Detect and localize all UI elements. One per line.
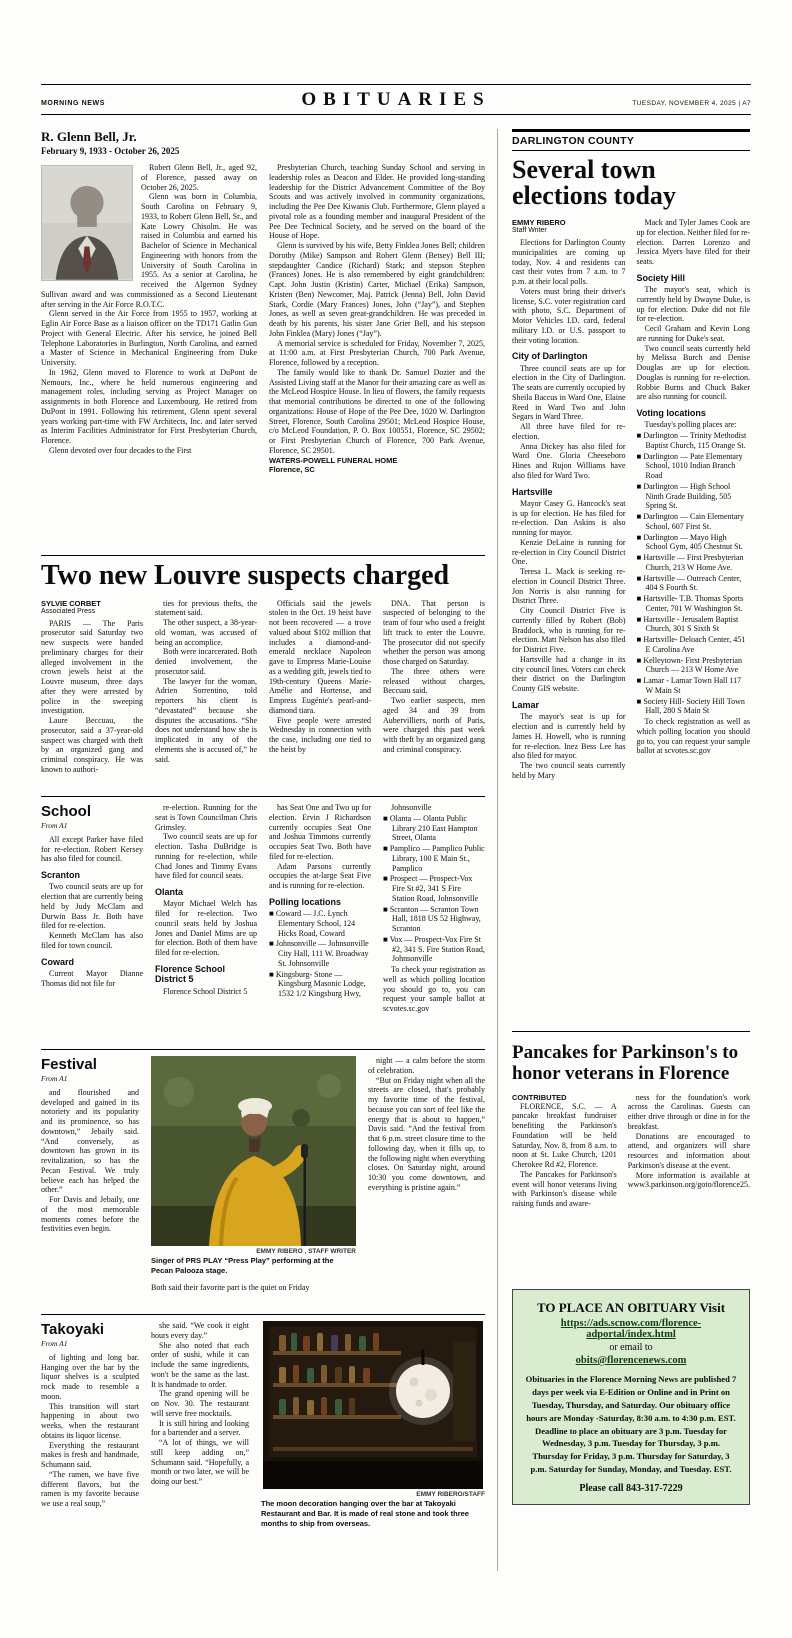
bullet: ■ Darlington — Cain Elementary School, 607 First St.: [636, 512, 744, 531]
bullet: ■ Darlington — High School Ninth Grade Building, 505 Spring St.: [636, 481, 732, 511]
para: The two council seats currently held by Mary: [512, 761, 626, 780]
subhead: Olanta: [155, 887, 184, 897]
para: Robert Glenn Bell, Jr., aged 92, of Florence, passed away on October 26, 2025.: [141, 163, 257, 192]
para: This transition will start happening in about two weeks, when the restaurant obtains its liquor license.: [41, 1401, 139, 1440]
para: Two council seats are up for election that are currently being held by Judy McClam and Durwin Bass Jr. Both have filed for re-election.: [41, 882, 143, 931]
takoyaki-photo-caption: The moon decoration hanging over the bar at Takoyaki Restaurant and Bar. It is made of real stone and took three months to ship from overseas.: [261, 1499, 469, 1528]
section-divider: [41, 555, 485, 556]
para: Mayor Michael Welch has filed for re-election. Two council seats held by Joshua Jones and Daniel Mims are up for election. Both of them have filed for re-election.: [155, 899, 257, 958]
subhead: Voting locations: [636, 408, 706, 419]
boldline: Florence, SC: [269, 464, 315, 474]
pancakes-headline: Pancakes for Parkinson's to honor veterans in Florence: [512, 1042, 739, 1085]
elections-columns: [512, 218, 750, 781]
para: Elections for Darlington County municipalities are coming up today, Nov. 4 and residents can cast their votes from 7 a.m. to 7 p.m. at their local polls.: [512, 238, 626, 286]
obituary-column-1: [41, 163, 257, 474]
pancakes-columns: [512, 1093, 750, 1209]
para: Mack and Tyler James Cook are up for election. Neither filed for re-election. Darren Lorenzo and Jessica Myers have filed for their seats.: [636, 218, 750, 266]
louvre-column-2: [155, 599, 257, 775]
para: of lighting and long bar. Hanging over the bar by the liquor shelves is a sculpted rock made to resemble a moon.: [41, 1352, 139, 1401]
bullet: ■ Scranton — Scranton Town Hall, 1818 US 52 Highway, Scranton: [383, 904, 481, 933]
para: Current Mayor Dianne Thomas did not file for: [41, 968, 143, 988]
pancakes-article: [512, 1031, 750, 1279]
para: she said. “We cook it eight hours every day.”: [151, 1321, 249, 1340]
louvre-headline: Two new Louvre suspects charged: [41, 560, 450, 591]
para: Mayor Casey G. Hancock's seat is up for election. He has filed for re-election. Dan Askins is also running for mayor.: [512, 498, 626, 538]
bullet: ■ Coward — J.C. Lynch Elementary School, 124 Hicks Road, Coward: [269, 909, 356, 938]
para: Donations are encouraged to attend, and organizers will share resources and information about Parkinson's disease at the event.: [627, 1131, 750, 1170]
para: The grand opening will be on Nov. 30. The restaurant will serve free mocktails.: [151, 1389, 249, 1418]
para: More information is available at www3.parkinson.org/goto/florence25.: [627, 1170, 750, 1190]
bullet: ■ Hartsville - Jerusalem Baptist Church, 301 S Sixth St: [636, 614, 739, 634]
louvre-column-3: [269, 599, 371, 775]
para: All three have filed for re-election.: [512, 422, 626, 441]
festival-column-left: [41, 1056, 139, 1292]
bullet: ■ Hartsville — First Presbyterian Church, 213 W Home Ave.: [636, 553, 744, 572]
jump-column-3: [269, 803, 371, 1014]
para: Cecil Graham and Kevin Long are running for Duke's seat.: [636, 324, 750, 343]
bullet: ■ Hartsville- Deloach Center, 451 E Carolina Ave: [636, 635, 746, 654]
section-divider: [41, 1314, 485, 1315]
para: Tuesday's polling places are:: [644, 420, 737, 430]
para: The mayor's seat, which is currently held by Dwayne Duke, is up for election. Duke did not file for re-election.: [636, 285, 750, 324]
para: Two earlier suspects, men aged 34 and 39 from Aubervilliers, north of Paris, were charged this past week with theft by an organized gang and criminal conspiracy.: [383, 696, 485, 754]
louvre-columns: [41, 599, 485, 775]
jumphead: School: [41, 803, 92, 820]
subhead: Lamar: [512, 699, 540, 710]
bullet: ■ Kingsburg- Stone — Kingsburg Masonic Lodge, 1532 1/2 Kingsburg Hwy,: [269, 969, 366, 999]
paper-name: MORNING NEWS: [41, 100, 105, 107]
roleline: Staff Writer: [512, 227, 547, 234]
para: Florence School District 5: [163, 986, 248, 996]
para: Both were incarcerated. Both denied involvement, the prosecutor said.: [155, 647, 257, 676]
para: night — a calm before the storm of celebration.: [368, 1056, 485, 1075]
elections-jump-section: [41, 803, 485, 1043]
para: and flourished and developed and gained in its notoriety and its popularity and its prominence, so has downtown,” Jebaily said. “And conversely, as downtown has grown in its revitalization, so has the Pecan Festival. We truly believe each has helped the other.”: [41, 1087, 139, 1195]
para: Kenzie DeLaine is running for re-election in City Council District One.: [512, 537, 626, 567]
para: Adam Parsons currently occupies the at-large Seat Five and is running for re-election.: [269, 861, 371, 890]
para: A memorial service is scheduled for Friday, November 7, 2025, at 11:00 a.m. at First Presbyterian Church, 700 Park Avenue, Florence, followed by a reception.: [269, 338, 485, 367]
para: PARIS — The Paris prosecutor said Saturday two new suspects were handed preliminary charges for their alleged involvement in the crown jewels heist at the Louvre museum, three days after they were arrested by police in the sweeping investigation.: [41, 618, 143, 716]
para: ness for the foundation's work across the Carolinas. Guests can either drive through or dine in for the breakfast.: [627, 1092, 750, 1131]
para: Glenn is survived by his wife, Betty Finklea Jones Bell; children Dorothy (Mike) Sampson and Robert Glenn (Betsey) Bell III; stepdaughter Candice (Richard) Stark; and stepson Stephen (Frances) Jones. He is also remembered by eight grandchildren: Capt. John Justin (Kristin) Carter, Michael (Erika) Sampson, Kristen (Ben) Newcomer, Maj. Patrick (Jenna) Bell, John David Stark, Cordie (Mary Frances) Jones, John (“Jay”), and Stephen Jones, as well as seven great-grandchildren. He was preceded in death by his parents, his sister Jane Grier Bell, and his stepson John Finklea (Mary) Jones (“Jay”).: [269, 241, 485, 338]
pancakes-column-2: [628, 1093, 750, 1209]
boldline: SYLVIE CORBET: [41, 598, 101, 608]
festival-article: [41, 1056, 485, 1308]
subhead: City of Darlington: [512, 351, 588, 362]
para: Hartsville had a change in its city council lines. Voters can check their district on the Darlington County GIS website.: [512, 654, 626, 694]
right-region: [497, 129, 750, 1571]
festival-singer-photo: [151, 1056, 356, 1246]
para: It is still hiring and looking for a bartender and a server.: [151, 1418, 249, 1438]
para: Three council seats are up for election in the City of Darlington. The seats are currently occupied by Sheila Baccus in Ward One, Elaine Reed in Ward Two and John Segars in Ward Three.: [512, 363, 626, 422]
festival-grid: [41, 1056, 485, 1292]
festival-figure: [151, 1056, 356, 1292]
obituary-article: [41, 129, 485, 549]
bullet: ■ Hartsville — Outreach Center, 404 S Fourth St.: [636, 573, 742, 593]
masthead: [41, 84, 751, 115]
subhead: Scranton: [41, 870, 81, 880]
obit-box-phone: Please call 843-317-7229: [579, 1483, 683, 1495]
para: Teresa L. Mack is seeking re-election in Council District Three. Jon Norris is also running for District Three.: [512, 567, 626, 606]
para: The mayor's seat is up for election and is currently held by James H. Howell, who is running for re-election. Inez Bess Lee has also filed for mayor.: [512, 712, 626, 761]
bullet: ■ Darlington — Trinity Methodist Baptist Church, 115 Orange St.: [636, 431, 747, 450]
section-title: OBITUARIES: [301, 89, 491, 110]
takoyaki-photo-credit: EMMY RIBERO/STAFF: [416, 1491, 485, 1498]
bullet: ■ Pamplico — Pamplico Public Library, 100 E Main St., Pamplico: [383, 844, 485, 873]
takoyaki-grid: [41, 1321, 485, 1528]
bullet: ■ Prospect — Prospect-Vox Fire St #2, 341 S Fire Station Road, Johnsonville: [383, 874, 478, 903]
bullet: ■ Lamar - Lamar Town Hall 117 W Main St: [636, 676, 742, 695]
boldline: WATERS-POWELL FUNERAL HOME: [269, 455, 398, 465]
obituary-portrait-photo: [41, 165, 133, 281]
para: Anna Dickey has also filed for Ward One. Gloria Cheeseboro Hines and Rujon Williams have also filed for Ward Two.: [512, 441, 626, 480]
obituary-text-col2: [269, 163, 485, 474]
takoyaki-figure: [261, 1321, 485, 1528]
fromline: From A1: [41, 1338, 68, 1348]
obituary-columns: [41, 163, 485, 474]
jump-column-1: [41, 803, 143, 1014]
bullet: ■ Kelleytown- First Presbyterian Church — 213 W Home Ave: [636, 655, 742, 675]
para: Everything the restaurant makes is fresh and handmade, Schumann said.: [41, 1440, 139, 1469]
pancakes-column-1: [512, 1093, 617, 1209]
subhead: Society Hill: [636, 272, 686, 283]
para: For Davis and Jebaily, one of the most memorable moments comes before the festivities even begin.: [41, 1195, 139, 1234]
elections-column-1: [512, 218, 626, 781]
para: Two council seats are up for election. Tasha DuBridge is running for re-election, while Chad Jones and Timmy Evans have filed for council seats.: [155, 832, 257, 881]
para: She also noted that each order of sushi, while it can include the same ingredients, won't be the same as the last. It is handmade to order.: [151, 1340, 249, 1389]
bullet: ■ Darlington — Mayo High School Gym, 405 Chestnut St.: [636, 532, 743, 552]
para: In 1962, Glenn moved to Florence to work at DuPont de Nemours, Inc., where he held numerous engineering and management roles, including serving as Project Manager on assignments in both Florence and Luxembourg. He retired from DuPont in 1991. Following his retirement, Glenn spent several years working part-time with FW Architects, Inc. and later served as Interim Facilities Administrator for First Presbyterian Church, Florence.: [41, 367, 257, 445]
subhead: Florence School District 5: [155, 963, 226, 985]
jump-column-2: [155, 803, 257, 1014]
para: Five people were arrested Wednesday in connection with the case, including one tied to the heist by: [269, 715, 371, 754]
boldline: CONTRIBUTED: [512, 1092, 567, 1102]
louvre-column-4: [383, 599, 485, 775]
louvre-article: [41, 562, 485, 790]
bullet: ■ Society Hill- Society Hill Town Hall, 280 S Main St: [636, 696, 745, 716]
festival-continuation-line: Both said their favorite part is the quiet on Friday: [151, 1282, 310, 1292]
para: Two council seats currently held by Melissa Burch and Denise Douglas are up for election. Douglas is running for re-election. Robbie Burns and Chuck Baker are also running for council.: [636, 343, 750, 402]
louvre-column-1: [41, 599, 143, 775]
festival-photo-caption: Singer of PRS PLAY “Press Play” performing at the Pecan Palooza stage.: [151, 1256, 334, 1275]
para: To check your registration as well as which polling location you should go to, you can request your sample ballot at scvotes.sc.gov: [383, 965, 485, 1013]
subhead: Polling locations: [269, 896, 342, 907]
boldline: EMMY RIBERO: [512, 218, 566, 227]
para: City Council District Five is currently filled by Robert (Bob) Braddock, who is running for re-election. Matt Nelson has also filed for District Five.: [512, 606, 626, 655]
darlington-elections-article: [512, 129, 750, 961]
jumphead: Festival: [41, 1056, 97, 1073]
section-divider: [41, 1049, 485, 1050]
para: “The ramen, we have five different flavors, but the ramen is my favorite because we use a real soup,”: [41, 1469, 139, 1508]
para: The three others were released without charges, Beccuau said.: [383, 666, 485, 696]
county-kicker: DARLINGTON COUNTY: [512, 129, 750, 151]
fromline: From A1: [41, 1073, 68, 1083]
para: ties for previous thefts, the statement said.: [155, 598, 257, 618]
jump-column-4: [383, 803, 485, 1014]
bullet: ■ Olanta — Olanta Public Library 210 East Hampton Street, Olanta: [383, 813, 478, 843]
para: All except Parker have filed for re-election. Robert Kersey has also filed for council.: [41, 834, 143, 864]
takoyaki-article: [41, 1321, 485, 1571]
para: “But on Friday night when all the streets are closed, that's probably my favorite time of the festival, because you can sort of feel like the energy that is about to happen,” Davis said. “And the festival from that 6 p.m. street closure time to the following day, when it fills up, to the following night when everything closes. On Saturday night, around 10:30 you come downtown, and everything is pristine again.”: [368, 1075, 485, 1192]
para: Laure Beccuau, the prosecutor, said a 37-year-old suspect was charged with theft by an organized gang and criminal conspiracy. He was known to authori-: [41, 716, 143, 774]
obituary-name: R. Glenn Bell, Jr.: [41, 129, 137, 144]
obituary-email-link[interactable]: obits@florencenews.com: [575, 1355, 687, 1366]
para: Presbyterian Church, teaching Sunday School and serving in leadership roles as Deacon and Elder. He provided long-standing leadership for the District Advancement Committee of the Boy Scouts and was actively involved in community organizations, including the Pee Dee Kiwanis Club. Furthermore, Glenn played a pivotal role as a founding member and inaugural President of the Pee Dee Technical Society, and he served on the board of the House of Hope.: [269, 163, 485, 241]
elections-headline: Several town elections today: [512, 155, 676, 210]
roleline: Associated Press: [41, 607, 96, 615]
para: Kenneth McClam has also filed for town council.: [41, 931, 143, 950]
bullet: ■ Darlington — Pate Elementary School, 1010 Indian Branch Road: [636, 451, 743, 481]
obituary-dates: February 9, 1933 - October 26, 2025: [41, 146, 180, 156]
left-region: [41, 129, 497, 1571]
para: Johnsonville: [391, 803, 432, 812]
para: Glenn was born in Columbia, South Carolina on February 9, 1933, to Robert Glenn Bell, Sr., and Kate Lowry Chisolm. He was raised in Columbia and earned his Bachelor of Science in Mechanical Engineering with honors from the University of South Carolina in 1955. As a senior at Carolina, he received the Algernon Sydney Sullivan award and was commissioned as a Second Lieutenant after serving in the Air Force R.O.T.C.: [41, 192, 257, 309]
para: DNA. That person is suspected of belonging to the team of four who used a freight lift truck to enter the Louvre. The prosecutor did not specify whether the person was among those charged on Saturday.: [383, 598, 485, 667]
para: Glenn served in the Air Force from 1955 to 1957, working at Eglin Air Force Base as a liaison officer on the TD171 Gatlin Gun Project with General Electric. After his service, he joined Bell Telephone Laboratories in Burlington, North Carolina, and earned a Master of Science in Mechanical Engineering from Duke University.: [41, 309, 257, 367]
subhead: Hartsville: [512, 486, 553, 497]
page-body: [41, 129, 751, 1571]
obit-box-or-line: or email to: [609, 1342, 653, 1353]
festival-column-right: [368, 1056, 485, 1292]
para: The lawyer for the woman, Adrien Sorrentino, told reporters his client is “devastated” because she disputes the accusations. “She does not understand how she is implicated in any of the elements she is accused of,” he said.: [155, 676, 257, 764]
bullet: ■ Hartsville- T.B. Thomas Sports Center, 701 W Washington St.: [636, 594, 744, 613]
bullet: ■ Vox — Prospect-Vox Fire St #2, 341 S. Fire Station Road, Johnsonville: [383, 934, 485, 964]
place-obituary-box: [512, 1289, 750, 1505]
date-page-number: TUESDAY, NOVEMBER 4, 2025 | A7: [632, 100, 751, 107]
para: Glenn devoted over four decades to the First: [49, 445, 192, 455]
festival-photo-credit: EMMY RIBERO , STAFF WRITER: [256, 1248, 356, 1255]
jumphead: Takoyaki: [41, 1321, 105, 1338]
obit-box-title: TO PLACE AN OBITUARY Visit: [536, 1300, 726, 1315]
section-divider: [41, 796, 485, 797]
para: The Pancakes for Parkinson's event will honor veterans living with Parkinson's disease while raising funds and aware-: [512, 1169, 617, 1209]
para: Voters must bring their driver's license, S.C. voter registration card with photo, S.C. Department of Motor Vehicles I.D. card, federal military I.D. or U.S. passport to their voting location.: [512, 286, 626, 345]
obit-box-policy-text: Obituaries in the Florence Morning News are published 7 days per week via E-Edition or Online and in Print on Tuesday, Thursday, and Saturday. Our obituary office hours are Monday -Saturday, 8:30 a.m. to 4:30 p.m. EST. Deadline to place an obituary are 3 p.m. Tuesday for Wednesday, 3 p.m. Tuesday for Thursday, 3 p.m. Thursday for Friday, 3 p.m. Thursday for Saturday, 3 p.m. Saturday for Sunday, Monday, and Tuesday. EST.: [525, 1374, 737, 1475]
takoyaki-column-2: [151, 1321, 249, 1528]
para: Officials said the jewels stolen in the Oct. 19 heist have not been recovered — a trove valued about $102 million that includes a diamond-and-emerald necklace Napoleon gave to Empress Marie-Louise as a wedding gift, jewels tied to 19th-century Queens Marie-Amélie and Hortense, and Empress Eugénie's pearl-and-diamond tiara.: [269, 598, 371, 715]
elections-jump-columns: [41, 803, 485, 1014]
para: The other suspect, a 38-year-old woman, was accused of being an accomplice.: [155, 618, 257, 647]
takoyaki-bar-photo: [261, 1321, 485, 1489]
obituary-portal-link[interactable]: https://ads.scnow.com/florence-adportal/index.html: [560, 1318, 702, 1340]
para: The family would like to thank Dr. Samuel Dozier and the Assisted Living staff at the Manor for their amazing care as well as the McLeod Hospice House. In lieu of flowers, the family requests that memorial contributions be directed to one of the following organizations: House of Hope of the Pee Dee, 1020 W. Darlington Street, Florence, South Carolina 29501; McLeod Hospice House, c/o McLeod Foundation, P. O. Box 100551, Florence, SC 29502; or First Presbyterian Church of Florence, 700 Park Avenue, Florence, SC 29501.: [269, 367, 485, 455]
para: has Seat One and Two up for election. Ervin J Richardson currently occupies Seat One and Joshua Timmons currently occupies Seat Two. Both have filed for re-election.: [269, 803, 371, 861]
subhead: Coward: [41, 956, 75, 967]
para: re-election. Running for the seat is Town Councilman Chris Grimsley.: [155, 803, 257, 832]
para: FLORENCE, S.C. — A pancake breakfast fundraiser benefiting the Parkinson's Foundation will be held Saturday, Nov. 8, from 8 a.m. to noon at St. Luke Church, 1201 Cherokee Rd #2, Florence.: [512, 1101, 617, 1170]
fromline: From A1: [41, 820, 68, 830]
elections-column-2: [637, 218, 751, 781]
bullet: ■ Johnsonville — Johnsonville City Hall, 111 W. Broadway St. Johnsonville: [269, 939, 369, 968]
takoyaki-column-1: [41, 1321, 139, 1528]
para: “A lot of things, we will still keep adding on,” Schumann said. “Hopefully, a month or two later, we will be doing our best.”: [151, 1438, 249, 1486]
para: To check registration as well as which polling location you should go to, you can request your sample ballot at scvotes.sc.gov: [636, 717, 750, 756]
